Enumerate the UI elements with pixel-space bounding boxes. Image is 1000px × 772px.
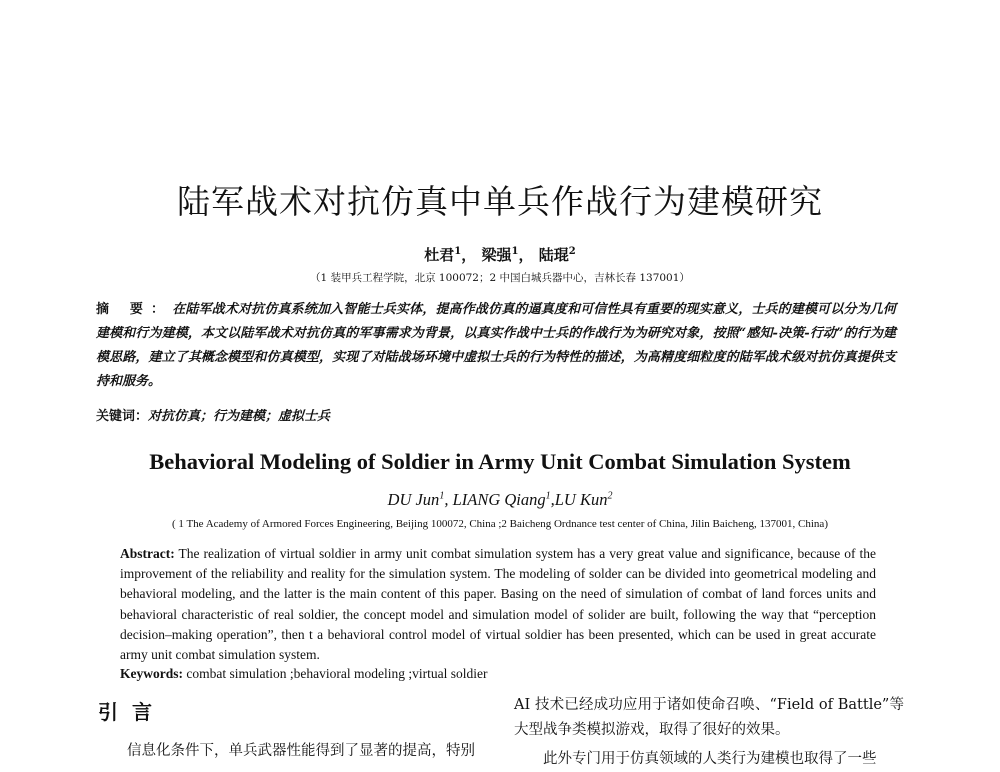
author-separator: ， bbox=[461, 246, 477, 264]
author-cn-3: 陆琨 bbox=[538, 246, 569, 264]
english-keywords-label: Keywords: bbox=[120, 666, 183, 681]
right-column-paragraph-2: 此外专门用于仿真领域的人类行为建模也取得了一些 bbox=[543, 751, 877, 767]
right-column-paragraph-1: AI 技术已经成功应用于诸如使命召唤、“Field of Battle”等大型战争类模拟游戏，取得了很好的效果。 bbox=[514, 697, 904, 738]
author-en-3: LU Kun bbox=[554, 490, 608, 509]
author-separator: , bbox=[444, 490, 453, 509]
author-en-1: DU Jun bbox=[387, 490, 440, 509]
chinese-abstract bbox=[96, 298, 896, 394]
chinese-abstract-label: 摘 要： bbox=[96, 302, 173, 317]
section-heading-introduction: 引言 bbox=[98, 700, 166, 724]
author-en-2: LIANG Qiang bbox=[452, 490, 546, 509]
author-cn-1: 杜君 bbox=[424, 246, 455, 264]
left-column-paragraph: 信息化条件下，单兵武器性能得到了显著的提高，特别 bbox=[127, 743, 475, 759]
english-authors bbox=[0, 490, 1000, 510]
chinese-title: 陆军战术对抗仿真中单兵作战行为建模研究 bbox=[177, 182, 823, 221]
author-en-1-affil: 1 bbox=[439, 490, 445, 502]
english-title: Behavioral Modeling of Soldier in Army Unit Combat Simulation System bbox=[149, 449, 851, 474]
author-cn-1-affil: 1 bbox=[454, 246, 462, 257]
author-en-2-affil: 1 bbox=[545, 490, 551, 502]
english-abstract-text: The realization of virtual soldier in army unit combat simulation system has a very great value and significance, because of the improvement of the reliability and reality for the simulation system. The modeling of solder can be divided into geometrical modeling and behavioral modeling, and the latter is the main content of this paper. Basing on the need of simulation of combat of land forces units and behavioral characteristic of real soldier, the concept model and simulation model of solider are built, following the way that “perception decision–making operation”, then t a behavioral control model of virtual soldier has been presented, which can be used in great accurate army unit combat simulation system. bbox=[120, 546, 876, 663]
english-abstract-label: Abstract: bbox=[120, 546, 175, 561]
english-keywords-text: combat simulation ;behavioral modeling ;virtual soldier bbox=[183, 666, 488, 681]
author-cn-2: 梁强 bbox=[481, 246, 512, 264]
chinese-keywords bbox=[96, 405, 896, 424]
author-cn-3-affil: 2 bbox=[568, 246, 576, 257]
author-en-3-affil: 2 bbox=[607, 490, 613, 502]
author-separator: , bbox=[550, 490, 555, 509]
chinese-abstract-text: 在陆军战术对抗仿真系统加入智能士兵实体，提高作战仿真的逼真度和可信性具有重要的现实意义，士兵的建模可以分为几何建模和行为建模，本文以陆军战术对抗仿真的军事需求为背景，以真实作战中士兵的作战行为为研究对象，按照“感知-决策-行动”的行为建模思路，建立了其概念模型和仿真模型，实现了对陆战场环境中虚拟士兵的行为特性的描述，为高精度细粒度的陆军战术级对抗仿真提供支持和服务。 bbox=[96, 302, 896, 389]
author-cn-2-affil: 1 bbox=[511, 246, 519, 257]
english-affiliation: ( 1 The Academy of Armored Forces Engineering, Beijing 100072, China ;2 Baicheng Ordnance test center of China, Jilin Baicheng, 137001, China) bbox=[172, 518, 828, 530]
chinese-keywords-text: 对抗仿真；行为建模；虚拟士兵 bbox=[148, 409, 331, 424]
chinese-keywords-label: 关键词： bbox=[96, 409, 149, 424]
chinese-affiliation: （1 装甲兵工程学院，北京 100072；2 中国白城兵器中心，吉林长春 137001） bbox=[310, 272, 690, 284]
chinese-authors bbox=[0, 244, 1000, 265]
author-separator: ， bbox=[518, 246, 534, 264]
english-abstract bbox=[120, 544, 876, 665]
english-keywords bbox=[120, 666, 876, 682]
